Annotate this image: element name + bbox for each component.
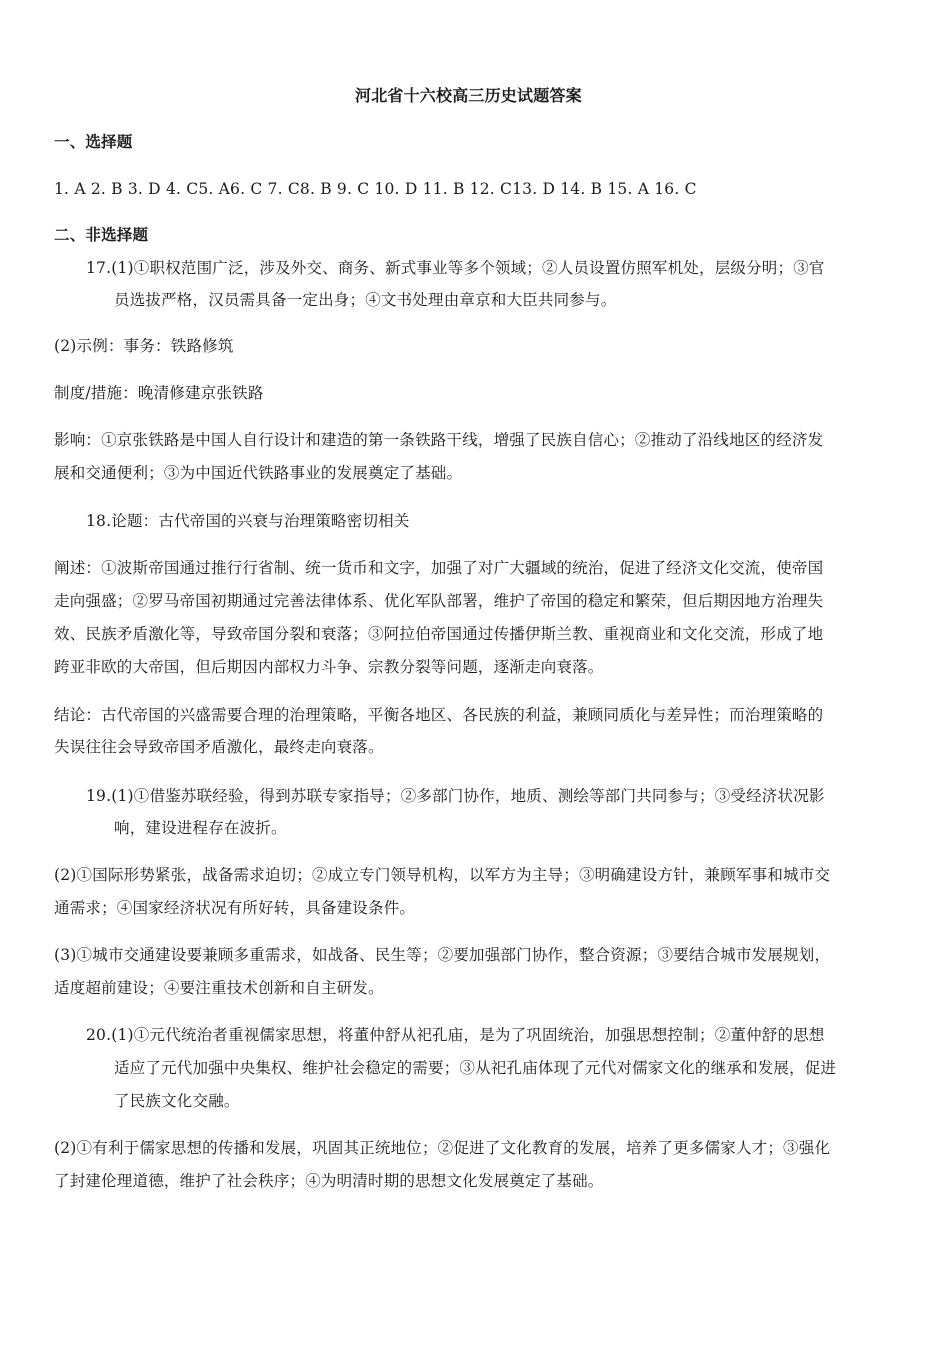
choice-answers: 1. A 2. B 3. D 4. C5. A6. C 7. C8. B 9. C 10. D 11. B 12. C13. D 14. B 15. A 16. C xyxy=(54,180,697,198)
q17-part2-impact-line2: 展和交通便利；③为中国近代铁路事业的发展奠定了基础。 xyxy=(54,464,463,482)
q17-part2-measure: 制度/措施：晚清修建京张铁路 xyxy=(54,384,264,402)
q17-part2-impact-line1: 影响：①京张铁路是中国人自行设计和建造的第一条铁路干线，增强了民族自信心；②推动了沿线地区的经济发 xyxy=(54,431,824,449)
q18-argument-line2: 走向强盛；②罗马帝国初期通过完善法律体系、优化军队部署，维护了帝国的稳定和繁荣，但后期因地方治理失 xyxy=(54,592,824,610)
q18-conclusion-line1: 结论：古代帝国的兴盛需要合理的治理策略，平衡各地区、各民族的利益，兼顾同质化与差异性；而治理策略的 xyxy=(54,706,824,724)
q20-part1-line1: 20.(1)①元代统治者重视儒家思想，将董仲舒从祀孔庙，是为了巩固统治，加强思想控制；②董仲舒的思想 xyxy=(86,1026,825,1044)
q18-thesis: 18.论题：古代帝国的兴衰与治理策略密切相关 xyxy=(86,512,410,530)
page-title: 河北省十六校高三历史试题答案 xyxy=(355,86,582,105)
q19-part2-line2: 通需求；④国家经济状况有所好转，具备建设条件。 xyxy=(54,899,416,917)
q17-part2-example: (2)示例：事务：铁路修筑 xyxy=(54,337,234,355)
section2-heading: 二、非选择题 xyxy=(54,225,149,244)
q20-part2-line2: 了封建伦理道德，维护了社会秩序；④为明清时期的思想文化发展奠定了基础。 xyxy=(54,1172,604,1190)
q20-part2-line1: (2)①有利于儒家思想的传播和发展，巩固其正统地位；②促进了文化教育的发展，培养了更多儒家人才；③强化 xyxy=(54,1139,831,1157)
q19-part3-line1: (3)①城市交通建设要兼顾多重需求，如战备、民生等；②要加强部门协作，整合资源；③要结合城市发展规划， xyxy=(54,946,831,964)
q18-conclusion-line2: 失误往往会导致帝国矛盾激化，最终走向衰落。 xyxy=(54,738,384,756)
q19-part3-line2: 适度超前建设；④要注重技术创新和自主研发。 xyxy=(54,979,384,997)
q19-part1-line2: 响，建设进程存在波折。 xyxy=(114,819,287,837)
q19-part1-line1: 19.(1)①借鉴苏联经验，得到苏联专家指导；②多部门协作，地质、测绘等部门共同参与；③受经济状况影 xyxy=(86,787,825,805)
q17-part1-line1: 17.(1)①职权范围广泛，涉及外交、商务、新式事业等多个领域；②人员设置仿照军机处，层级分明；③官 xyxy=(86,259,825,277)
q18-argument-line1: 阐述：①波斯帝国通过推行行省制、统一货币和文字，加强了对广大疆域的统治，促进了经济文化交流，使帝国 xyxy=(54,559,824,577)
q18-argument-line3: 效、民族矛盾激化等，导致帝国分裂和衰落；③阿拉伯帝国通过传播伊斯兰教、重视商业和文化交流，形成了地 xyxy=(54,625,824,643)
q20-part1-line3: 了民族文化交融。 xyxy=(114,1092,240,1110)
q18-argument-line4: 跨亚非欧的大帝国，但后期因内部权力斗争、宗教分裂等问题，逐渐走向衰落。 xyxy=(54,658,604,676)
q20-part1-line2: 适应了元代加强中央集权、维护社会稳定的需要；③从祀孔庙体现了元代对儒家文化的继承和发展，促进 xyxy=(114,1059,837,1077)
q19-part2-line1: (2)①国际形势紧张，战备需求迫切；②成立专门领导机构，以军方为主导；③明确建设方针，兼顾军事和城市交 xyxy=(54,866,831,884)
q17-part1-line2: 员选拔严格，汉员需具备一定出身；④文书处理由章京和大臣共同参与。 xyxy=(114,291,617,309)
section1-heading: 一、选择题 xyxy=(54,132,133,151)
